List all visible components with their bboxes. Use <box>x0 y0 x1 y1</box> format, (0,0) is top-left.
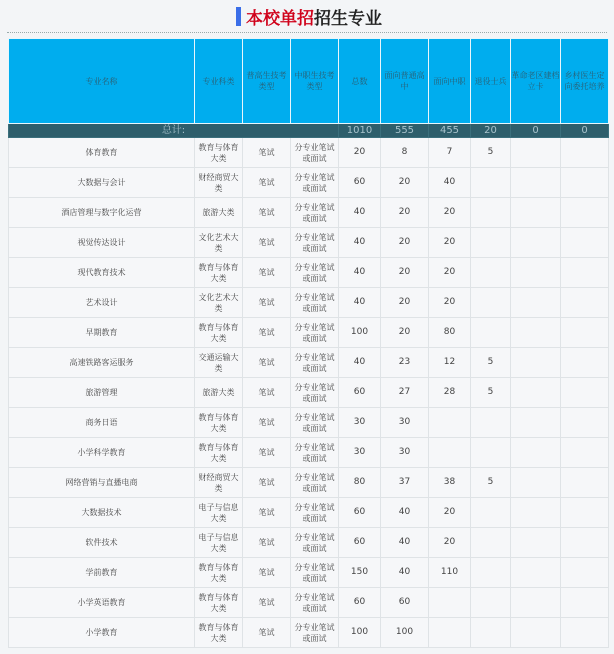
cell-vocational-exam-type: 分专业笔试或面试 <box>291 288 339 318</box>
table-row <box>9 408 609 438</box>
cell-category: 电子与信息大类 <box>195 528 243 558</box>
cell-total: 60 <box>339 498 381 528</box>
cell-total: 30 <box>339 408 381 438</box>
cell-rural-doctor <box>561 198 609 228</box>
cell-general-exam-type: 笔试 <box>243 198 291 228</box>
cell-total: 40 <box>339 288 381 318</box>
cell-major-name: 大数据与会计 <box>9 168 195 198</box>
cell-total: 40 <box>339 348 381 378</box>
cell-veterans <box>471 438 511 468</box>
cell-revolutionary-area <box>511 228 561 258</box>
cell-vocational-exam-type: 分专业笔试或面试 <box>291 318 339 348</box>
cell-vocational-exam-type: 分专业笔试或面试 <box>291 198 339 228</box>
total-label: 总计: <box>9 124 339 138</box>
cell-general-quota: 20 <box>381 228 429 258</box>
cell-rural-doctor <box>561 288 609 318</box>
cell-veterans <box>471 288 511 318</box>
header-vocational-exam-type: 中职生技考类型 <box>291 39 339 124</box>
cell-veterans: 5 <box>471 348 511 378</box>
cell-revolutionary-area <box>511 378 561 408</box>
cell-general-exam-type: 笔试 <box>243 258 291 288</box>
cell-vocational-exam-type: 分专业笔试或面试 <box>291 258 339 288</box>
cell-category: 旅游大类 <box>195 378 243 408</box>
header-revolutionary-area: 革命老区建档立卡 <box>511 39 561 124</box>
cell-major-name: 大数据技术 <box>9 498 195 528</box>
cell-general-quota: 100 <box>381 618 429 648</box>
cell-vocational-exam-type: 分专业笔试或面试 <box>291 378 339 408</box>
cell-general-exam-type: 笔试 <box>243 498 291 528</box>
cell-vocational-quota: 12 <box>429 348 471 378</box>
cell-veterans <box>471 528 511 558</box>
table-row <box>9 138 609 168</box>
cell-vocational-quota <box>429 408 471 438</box>
cell-major-name: 高速铁路客运服务 <box>9 348 195 378</box>
cell-veterans <box>471 168 511 198</box>
table-row <box>9 558 609 588</box>
cell-general-quota: 30 <box>381 438 429 468</box>
cell-category: 教育与体育大类 <box>195 618 243 648</box>
cell-category: 文化艺术大类 <box>195 228 243 258</box>
cell-total: 40 <box>339 258 381 288</box>
cell-major-name: 体育教育 <box>9 138 195 168</box>
cell-revolutionary-area <box>511 498 561 528</box>
cell-vocational-exam-type: 分专业笔试或面试 <box>291 168 339 198</box>
table-row <box>9 258 609 288</box>
cell-veterans: 5 <box>471 468 511 498</box>
cell-category: 教育与体育大类 <box>195 408 243 438</box>
cell-vocational-quota <box>429 438 471 468</box>
cell-general-exam-type: 笔试 <box>243 558 291 588</box>
cell-vocational-quota: 20 <box>429 288 471 318</box>
cell-total: 150 <box>339 558 381 588</box>
cell-general-quota: 20 <box>381 288 429 318</box>
cell-vocational-exam-type: 分专业笔试或面试 <box>291 468 339 498</box>
cell-general-exam-type: 笔试 <box>243 348 291 378</box>
cell-major-name: 软件技术 <box>9 528 195 558</box>
cell-total: 40 <box>339 228 381 258</box>
cell-category: 文化艺术大类 <box>195 288 243 318</box>
cell-veterans <box>471 198 511 228</box>
table-row <box>9 228 609 258</box>
cell-general-exam-type: 笔试 <box>243 618 291 648</box>
cell-general-exam-type: 笔试 <box>243 318 291 348</box>
cell-major-name: 小学英语教育 <box>9 588 195 618</box>
cell-revolutionary-area <box>511 288 561 318</box>
cell-general-exam-type: 笔试 <box>243 168 291 198</box>
cell-vocational-quota: 40 <box>429 168 471 198</box>
cell-vocational-quota: 28 <box>429 378 471 408</box>
cell-major-name: 早期教育 <box>9 318 195 348</box>
cell-veterans <box>471 558 511 588</box>
cell-total: 20 <box>339 138 381 168</box>
table-row <box>9 318 609 348</box>
cell-category: 电子与信息大类 <box>195 498 243 528</box>
cell-revolutionary-area <box>511 468 561 498</box>
cell-general-quota: 37 <box>381 468 429 498</box>
cell-vocational-exam-type: 分专业笔试或面试 <box>291 408 339 438</box>
table-row <box>9 498 609 528</box>
table-row <box>9 468 609 498</box>
cell-general-quota: 20 <box>381 318 429 348</box>
cell-rural-doctor <box>561 408 609 438</box>
header-vocational-quota: 面向中职 <box>429 39 471 124</box>
cell-major-name: 旅游管理 <box>9 378 195 408</box>
cell-general-quota: 40 <box>381 498 429 528</box>
cell-veterans <box>471 258 511 288</box>
cell-total: 40 <box>339 198 381 228</box>
cell-general-quota: 20 <box>381 168 429 198</box>
header-veterans: 退役士兵 <box>471 39 511 124</box>
cell-total: 60 <box>339 588 381 618</box>
cell-rural-doctor <box>561 228 609 258</box>
cell-vocational-quota: 20 <box>429 498 471 528</box>
cell-total: 60 <box>339 528 381 558</box>
cell-vocational-exam-type: 分专业笔试或面试 <box>291 618 339 648</box>
cell-vocational-exam-type: 分专业笔试或面试 <box>291 498 339 528</box>
cell-veterans <box>471 228 511 258</box>
cell-vocational-quota <box>429 588 471 618</box>
table-row <box>9 198 609 228</box>
cell-vocational-quota: 20 <box>429 258 471 288</box>
page-title-highlight: 本校单招 <box>246 9 314 29</box>
cell-rural-doctor <box>561 588 609 618</box>
cell-general-quota: 20 <box>381 198 429 228</box>
cell-veterans: 5 <box>471 378 511 408</box>
total-sum: 1010 <box>339 124 381 138</box>
cell-category: 教育与体育大类 <box>195 258 243 288</box>
table-body <box>9 138 609 648</box>
table-row <box>9 618 609 648</box>
table-row <box>9 168 609 198</box>
page-title-rest: 招生专业 <box>314 9 382 29</box>
cell-total: 100 <box>339 618 381 648</box>
table-total <box>9 124 609 138</box>
cell-general-quota: 40 <box>381 528 429 558</box>
cell-total: 60 <box>339 168 381 198</box>
cell-revolutionary-area <box>511 318 561 348</box>
cell-general-quota: 27 <box>381 378 429 408</box>
cell-category: 教育与体育大类 <box>195 138 243 168</box>
table-row <box>9 378 609 408</box>
cell-revolutionary-area <box>511 618 561 648</box>
cell-general-quota: 23 <box>381 348 429 378</box>
cell-category: 财经商贸大类 <box>195 168 243 198</box>
cell-vocational-quota: 80 <box>429 318 471 348</box>
cell-rural-doctor <box>561 468 609 498</box>
majors-table <box>8 38 609 648</box>
cell-general-exam-type: 笔试 <box>243 588 291 618</box>
table-row <box>9 348 609 378</box>
cell-vocational-exam-type: 分专业笔试或面试 <box>291 228 339 258</box>
total-veterans: 20 <box>471 124 511 138</box>
cell-major-name: 小学科学教育 <box>9 438 195 468</box>
cell-total: 100 <box>339 318 381 348</box>
cell-veterans <box>471 408 511 438</box>
cell-general-exam-type: 笔试 <box>243 408 291 438</box>
cell-general-exam-type: 笔试 <box>243 138 291 168</box>
total-rural: 0 <box>561 124 609 138</box>
cell-general-exam-type: 笔试 <box>243 438 291 468</box>
total-revolutionary: 0 <box>511 124 561 138</box>
cell-rural-doctor <box>561 438 609 468</box>
cell-major-name: 酒店管理与数字化运营 <box>9 198 195 228</box>
table-row <box>9 588 609 618</box>
cell-general-exam-type: 笔试 <box>243 378 291 408</box>
cell-general-quota: 20 <box>381 258 429 288</box>
cell-rural-doctor <box>561 258 609 288</box>
header-category: 专业科类 <box>195 39 243 124</box>
cell-rural-doctor <box>561 168 609 198</box>
cell-general-exam-type: 笔试 <box>243 228 291 258</box>
total-general: 555 <box>381 124 429 138</box>
cell-major-name: 现代教育技术 <box>9 258 195 288</box>
table-row <box>9 528 609 558</box>
cell-category: 教育与体育大类 <box>195 558 243 588</box>
cell-major-name: 视觉传达设计 <box>9 228 195 258</box>
cell-rural-doctor <box>561 138 609 168</box>
cell-major-name: 网络营销与直播电商 <box>9 468 195 498</box>
cell-category: 财经商贸大类 <box>195 468 243 498</box>
cell-rural-doctor <box>561 498 609 528</box>
cell-vocational-exam-type: 分专业笔试或面试 <box>291 348 339 378</box>
cell-general-exam-type: 笔试 <box>243 528 291 558</box>
cell-vocational-exam-type: 分专业笔试或面试 <box>291 438 339 468</box>
cell-category: 教育与体育大类 <box>195 588 243 618</box>
header-rural-doctor: 乡村医生定向委托培养 <box>561 39 609 124</box>
cell-revolutionary-area <box>511 528 561 558</box>
header-general-quota: 面向普通高中 <box>381 39 429 124</box>
cell-vocational-quota: 7 <box>429 138 471 168</box>
cell-vocational-quota: 38 <box>429 468 471 498</box>
cell-general-quota: 30 <box>381 408 429 438</box>
cell-veterans <box>471 498 511 528</box>
table-header <box>9 39 609 124</box>
cell-general-quota: 60 <box>381 588 429 618</box>
cell-vocational-quota: 110 <box>429 558 471 588</box>
cell-revolutionary-area <box>511 258 561 288</box>
cell-vocational-exam-type: 分专业笔试或面试 <box>291 588 339 618</box>
cell-revolutionary-area <box>511 588 561 618</box>
cell-veterans: 5 <box>471 138 511 168</box>
cell-category: 教育与体育大类 <box>195 318 243 348</box>
cell-revolutionary-area <box>511 408 561 438</box>
table-row <box>9 438 609 468</box>
header-general-exam-type: 普高生技考类型 <box>243 39 291 124</box>
cell-vocational-quota: 20 <box>429 198 471 228</box>
cell-revolutionary-area <box>511 348 561 378</box>
cell-revolutionary-area <box>511 558 561 588</box>
cell-vocational-exam-type: 分专业笔试或面试 <box>291 528 339 558</box>
cell-major-name: 艺术设计 <box>9 288 195 318</box>
cell-rural-doctor <box>561 378 609 408</box>
header-total: 总数 <box>339 39 381 124</box>
cell-vocational-quota: 20 <box>429 228 471 258</box>
total-vocational: 455 <box>429 124 471 138</box>
cell-rural-doctor <box>561 348 609 378</box>
cell-vocational-quota <box>429 618 471 648</box>
cell-veterans <box>471 618 511 648</box>
cell-revolutionary-area <box>511 138 561 168</box>
cell-vocational-exam-type: 分专业笔试或面试 <box>291 558 339 588</box>
cell-major-name: 商务日语 <box>9 408 195 438</box>
cell-category: 交通运输大类 <box>195 348 243 378</box>
cell-general-quota: 40 <box>381 558 429 588</box>
cell-total: 60 <box>339 378 381 408</box>
cell-general-exam-type: 笔试 <box>243 468 291 498</box>
cell-rural-doctor <box>561 318 609 348</box>
cell-revolutionary-area <box>511 198 561 228</box>
page-header <box>0 0 614 32</box>
cell-veterans <box>471 318 511 348</box>
cell-category: 教育与体育大类 <box>195 438 243 468</box>
cell-revolutionary-area <box>511 168 561 198</box>
page-title <box>236 4 382 29</box>
header-major-name: 专业名称 <box>9 39 195 124</box>
cell-general-exam-type: 笔试 <box>243 288 291 318</box>
cell-major-name: 小学教育 <box>9 618 195 648</box>
cell-rural-doctor <box>561 528 609 558</box>
cell-vocational-quota: 20 <box>429 528 471 558</box>
cell-veterans <box>471 588 511 618</box>
cell-category: 旅游大类 <box>195 198 243 228</box>
cell-general-quota: 8 <box>381 138 429 168</box>
cell-revolutionary-area <box>511 438 561 468</box>
table-row <box>9 288 609 318</box>
title-accent-bar <box>236 7 241 26</box>
cell-major-name: 学前教育 <box>9 558 195 588</box>
title-divider <box>7 32 607 33</box>
cell-rural-doctor <box>561 618 609 648</box>
cell-vocational-exam-type: 分专业笔试或面试 <box>291 138 339 168</box>
cell-total: 30 <box>339 438 381 468</box>
cell-rural-doctor <box>561 558 609 588</box>
total-row <box>9 124 609 138</box>
cell-total: 80 <box>339 468 381 498</box>
